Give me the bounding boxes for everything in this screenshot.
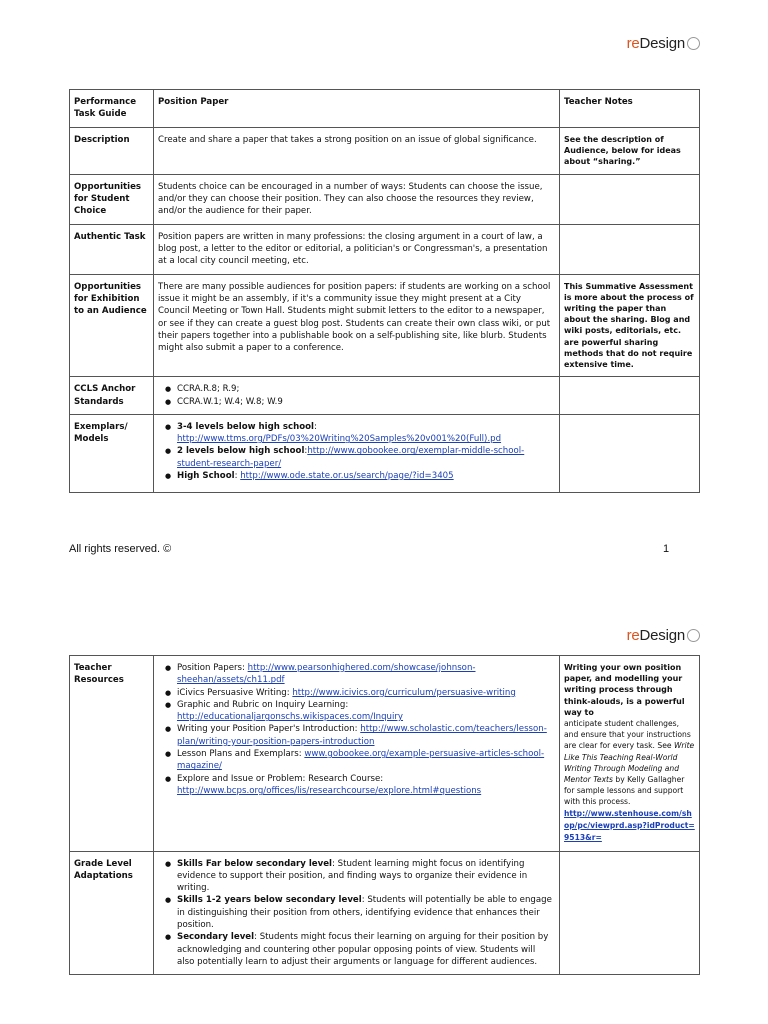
logo-ring-icon (687, 37, 700, 50)
choice-text: Students choice can be encouraged in a number of ways: Students can choose the issue, and/or they can choose their position. They can also choose the resources they review, and/or the audience for their paper. (154, 174, 560, 224)
empty-cell (560, 377, 700, 415)
resource-link-stenhouse[interactable]: http://www.stenhouse.com/shop/pc/viewprd.asp?idProduct=9513&r= (564, 808, 695, 843)
resources-note: Writing your own position paper, and modelling your writing process through think-alouds, is a powerful way to anticipate student challenges, and ensure that your instructions are clear for every task. See Write Like This Teaching Real-World Writing Through Modeling and Mentor Texts by Kelly Gallagher for sample lessons and support with this process. http://www.stenhouse.com/shop/pc/viewprd.asp?idProduct=9513&r= (560, 656, 700, 852)
redesign-logo: re Design (627, 627, 700, 644)
resource-link-gobookee[interactable]: www.gobookee.org/example-persuasive-articles-school-magazine/ (177, 749, 545, 772)
exemplar-link-3-4-levels[interactable]: http://www.ttms.org/PDFs/03%20Writing%20Samples%20v001%20(Full).pd (177, 434, 502, 445)
list-item: ● 2 levels below high school:http://www.gobookee.org/exemplar-middle-school-student-research-paper/ (177, 445, 555, 470)
exhibition-note: This Summative Assessment is more about the process of writing the paper than about the sharing. Blog and wiki posts, editorials, etc. are powerful sharing methods that do not require extensive time. (560, 274, 700, 377)
table-row (70, 274, 700, 377)
rights-reserved: All rights reserved. © (69, 543, 172, 555)
row-label: Opportunities for Exhibition to an Audience (70, 274, 154, 377)
authentic-text: Position papers are written in many professions: the closing argument in a court of law, a blog post, a letter to the editor or editorial, a politician's or Congressman's, a presentation at a local city council meeting, etc. (154, 224, 560, 274)
exemplar-link-high-school[interactable]: http://www.ode.state.or.us/search/page/?id=3405 (240, 471, 454, 482)
redesign-logo: re Design (627, 35, 700, 52)
header-task-guide: Performance Task Guide (70, 90, 154, 128)
table-row (70, 414, 700, 492)
logo-ring-icon (687, 629, 700, 642)
empty-cell (560, 851, 700, 975)
ccls-list (158, 383, 555, 408)
row-label: CCLS Anchor Standards (70, 377, 154, 415)
table-row (70, 224, 700, 274)
exemplars-list-cell (154, 414, 560, 492)
list-item: ● Explore and Issue or Problem: Research Course: http://www.bcps.org/offices/lis/researchcourse/explore.html#questions (177, 773, 555, 798)
header-teacher-notes: Teacher Notes (560, 90, 700, 128)
resources-list (158, 662, 555, 797)
table-row (70, 128, 700, 175)
exemplars-list (158, 421, 555, 482)
description-text: Create and share a paper that takes a strong position on an issue of global significance. (154, 128, 560, 175)
list-item: ● Graphic and Rubric on Inquiry Learning: http://educationaljargonschs.wikispaces.com/Inquiry (177, 699, 555, 724)
table-row (70, 90, 700, 128)
table-row (70, 377, 700, 415)
row-label: Teacher Resources (70, 656, 154, 852)
row-label: Grade Level Adaptations (70, 851, 154, 975)
list-item: ● High School: http://www.ode.state.or.us/search/page/?id=3405 (177, 470, 555, 482)
header-position-paper: Position Paper (154, 90, 560, 128)
list-item: ● iCivics Persuasive Writing: http://www.icivics.org/curriculum/persuasive-writing (177, 687, 555, 699)
empty-cell (560, 174, 700, 224)
resource-link-wikispaces[interactable]: http://educationaljargonschs.wikispaces.com/Inquiry (177, 712, 404, 723)
list-item: ● Position Papers: http://www.pearsonhighered.com/showcase/johnson-sheehan/assets/ch11.pdf (177, 662, 555, 687)
performance-task-table (69, 89, 700, 493)
list-item: ● Lesson Plans and Exemplars: www.gobookee.org/example-persuasive-articles-school-magazine/ (177, 748, 555, 773)
list-item: ● Secondary level: Students might focus their learning on arguing for their position by acknowledging and countering other popular opposing points of view. Students will also potentially learn to adjust their arguments or language for different audiences. (177, 931, 555, 968)
teacher-resources-table (69, 655, 700, 975)
resource-link-bcps[interactable]: http://www.bcps.org/offices/lis/researchcourse/explore.html#questions (177, 785, 482, 796)
empty-cell (560, 224, 700, 274)
page-number: 1 (663, 543, 670, 555)
resource-link-pearson[interactable]: http://www.pearsonhighered.com/showcase/johnson-sheehan/assets/ch11.pdf (177, 663, 476, 686)
ccls-list-cell (154, 377, 560, 415)
list-item: ● 3-4 levels below high school: http://www.ttms.org/PDFs/03%20Writing%20Samples%20v001%20(Full).pd (177, 421, 555, 446)
table-row (70, 851, 700, 975)
list-item: ● Skills 1-2 years below secondary level: Students will potentially be able to engage in distinguishing their position from others, identifying evidence that enhances their position. (177, 894, 555, 931)
table-row (70, 174, 700, 224)
description-note: See the description of Audience, below for ideas about “sharing.” (560, 128, 700, 175)
row-label: Description (70, 128, 154, 175)
empty-cell (560, 414, 700, 492)
resource-link-icivics[interactable]: http://www.icivics.org/curriculum/persuasive-writing (292, 687, 516, 698)
table-row (70, 656, 700, 852)
exemplar-link-2-levels[interactable]: http://www.gobookee.org/exemplar-middle-school-student-research-paper/ (177, 446, 525, 469)
list-item: ● Skills Far below secondary level: Student learning might focus on identifying evidence to support their position, and finding ways to organize their evidence in writing. (177, 858, 555, 895)
list-item: ● CCRA.R.8; R.9; (177, 383, 555, 395)
resources-list-cell (154, 656, 560, 852)
grade-list-cell (154, 851, 560, 975)
row-label: Opportunities for Student Choice (70, 174, 154, 224)
exhibition-text: There are many possible audiences for position papers: if students are working on a school issue it might be an assembly, if it's a community issue they might present at a City Council Meeting or Town Hall. Students might submit letters to the editor to a newspaper, or see if they can create a guest blog post. Students can create their own class wiki, or put their papers together into a publishable book on a self-publishing site, like blurb. Students might also submit a paper to a conference. (154, 274, 560, 377)
list-item: ● Writing your Position Paper's Introduction: http://www.scholastic.com/teachers/lesson-plan/writing-your-position-papers-introduction (177, 723, 555, 748)
grade-list (158, 858, 555, 969)
resource-link-scholastic[interactable]: http://www.scholastic.com/teachers/lesson-plan/writing-your-position-papers-introduction (177, 724, 547, 747)
list-item: ● CCRA.W.1; W.4; W.8; W.9 (177, 396, 555, 408)
row-label: Authentic Task (70, 224, 154, 274)
row-label: Exemplars/ Models (70, 414, 154, 492)
